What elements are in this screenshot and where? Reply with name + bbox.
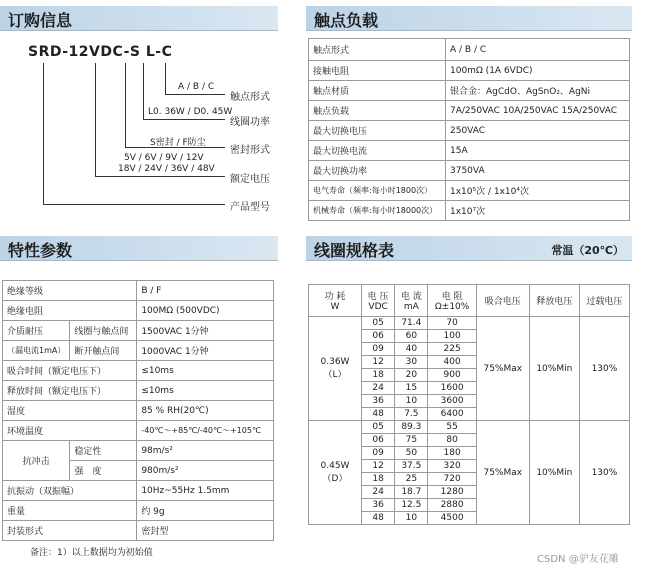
coil-cell: 1280 (428, 486, 476, 499)
table-row: 抗振动（双振幅） 10Hz~55Hz 1.5mm (3, 481, 274, 501)
table-row: 触点形式 A / B / C (309, 39, 630, 61)
opt-contact-values: A / B / C (178, 82, 215, 92)
coil-cell: 900 (428, 369, 476, 382)
coil-cell: 320 (428, 460, 476, 473)
coil-power-cell: 0.45W （D） (309, 421, 362, 525)
coil-cell: 36 (362, 499, 395, 512)
table-row: 最大切换功率 3750VA (309, 161, 630, 181)
coil-ov-cell: 130% (579, 317, 629, 421)
table-row (309, 421, 630, 434)
table-row: 释放时间（额定电压下） ≤10ms (3, 381, 274, 401)
coil-cell: 71.4 (395, 317, 428, 330)
coil-cell: 225 (428, 343, 476, 356)
coil-cell: 18 (362, 369, 395, 382)
coil-cell: 18 (362, 473, 395, 486)
table-row: 电气寿命（频率:每小时1800次） 1x10⁵次 / 1x10⁴次 (309, 181, 630, 201)
coil-cell: 2880 (428, 499, 476, 512)
coil-cell: 89.3 (395, 421, 428, 434)
opt-contact-name: 触点形式 (230, 92, 270, 103)
coil-cell: 09 (362, 447, 395, 460)
coil-cell: 7.5 (395, 408, 428, 421)
coil-cell: 40 (395, 343, 428, 356)
contact-table (308, 38, 630, 221)
coil-cell: 36 (362, 395, 395, 408)
coil-header (306, 236, 632, 261)
coil-cell: 05 (362, 317, 395, 330)
table-row: 最大切换电流 15A (309, 141, 630, 161)
coil-header-row: 功 耗 W 电 压 VDC 电 流 mA 电 阻 Ω±10% 吸合电压 释放电压 过载电压 (309, 285, 630, 317)
coil-ov-cell: 130% (579, 421, 629, 525)
coil-cell: 06 (362, 330, 395, 343)
coil-power-cell: 0.36W （L） (309, 317, 362, 421)
coil-cell: 6400 (428, 408, 476, 421)
coil-cell: 10 (395, 395, 428, 408)
table-row: 接触电阻 100mΩ (1A 6VDC) (309, 61, 630, 81)
opt-power-name: 线圈功率 (230, 117, 270, 128)
table-row (309, 317, 630, 330)
opt-voltage-name: 额定电压 (230, 174, 270, 185)
coil-cell: 3600 (428, 395, 476, 408)
table-row: 介质耐压 线圈与触点间 1500VAC 1分钟 (3, 321, 274, 341)
table-row: 吸合时间（额定电压下） ≤10ms (3, 361, 274, 381)
coil-cell: 24 (362, 382, 395, 395)
table-row: 机械寿命（频率:每小时18000次） 1x10⁷次 (309, 201, 630, 221)
table-row: 绝缘电阻 100MΩ (500VDC) (3, 301, 274, 321)
coil-cell: 720 (428, 473, 476, 486)
coil-cell: 400 (428, 356, 476, 369)
coil-cell: 20 (395, 369, 428, 382)
table-row: 湿度 85 % RH(20℃) (3, 401, 274, 421)
coil-cell: 12 (362, 356, 395, 369)
coil-cell: 09 (362, 343, 395, 356)
coil-cell: 180 (428, 447, 476, 460)
table-row: 最大切换电压 250VAC (309, 121, 630, 141)
opt-seal-name: 密封形式 (230, 145, 270, 156)
opt-model-name: 产品型号 (230, 202, 270, 213)
coil-cell: 100 (428, 330, 476, 343)
coil-rel-cell: 10%Min (529, 317, 579, 421)
coil-temp: 常温（20℃） (551, 244, 624, 257)
coil-cell: 1600 (428, 382, 476, 395)
coil-cell: 48 (362, 512, 395, 525)
coil-cell: 30 (395, 356, 428, 369)
opt-seal-values: S密封 / F防尘 (150, 138, 206, 148)
coil-cell: 70 (428, 317, 476, 330)
coil-title: 线圈规格表 (314, 241, 395, 260)
coil-cell: 60 (395, 330, 428, 343)
coil-rel-cell: 10%Min (529, 421, 579, 525)
coil-body (309, 317, 630, 525)
coil-cell: 25 (395, 473, 428, 486)
order-header (0, 6, 278, 31)
table-row: 环境温度 -40℃～+85℃/-40℃～+105℃ (3, 421, 274, 441)
coil-cell: 50 (395, 447, 428, 460)
char-table (2, 280, 274, 541)
table-row: 触点负载 7A/250VAC 10A/250VAC 15A/250VAC (309, 101, 630, 121)
contact-title: 触点负载 (314, 11, 379, 30)
coil-cell: 10 (395, 512, 428, 525)
table-row: 封装形式 密封型 (3, 521, 274, 541)
coil-cell: 48 (362, 408, 395, 421)
coil-cell: 05 (362, 421, 395, 434)
order-title: 订购信息 (8, 11, 73, 30)
coil-cell: 75 (395, 434, 428, 447)
coil-table (308, 284, 630, 525)
table-row: 绝缘等级 B / F (3, 281, 274, 301)
watermark: CSDN @驴友花雕 (537, 554, 619, 565)
coil-cell: 15 (395, 382, 428, 395)
coil-cell: 12 (362, 460, 395, 473)
opt-power-values: L0. 36W / D0. 45W (148, 107, 233, 117)
coil-cell: 24 (362, 486, 395, 499)
model-code: SRD-12VDC-S L-C (28, 44, 173, 60)
char-header (0, 236, 278, 261)
coil-cell: 80 (428, 434, 476, 447)
char-note: 备注：1）以上数据均为初始值 (30, 548, 153, 558)
table-row: 触点材质 银合金：AgCdO、AgSnO₂、AgNi (309, 81, 630, 101)
coil-cell: 55 (428, 421, 476, 434)
coil-cell: 37.5 (395, 460, 428, 473)
table-row: （漏电流1mA） 断开触点间 1000VAC 1分钟 (3, 341, 274, 361)
coil-pull-cell: 75%Max (476, 421, 529, 525)
coil-cell: 18.7 (395, 486, 428, 499)
coil-cell: 4500 (428, 512, 476, 525)
opt-voltage-values-2: 18V / 24V / 36V / 48V (118, 164, 215, 174)
table-row: 抗冲击 稳定性 98m/s² (3, 441, 274, 461)
coil-cell: 06 (362, 434, 395, 447)
opt-voltage-values-1: 5V / 6V / 9V / 12V (124, 153, 204, 163)
coil-pull-cell: 75%Max (476, 317, 529, 421)
table-row: 重量 约 9g (3, 501, 274, 521)
coil-cell: 12.5 (395, 499, 428, 512)
contact-header (306, 6, 632, 31)
table-row: 强 度 980m/s² (3, 461, 274, 481)
char-title: 特性参数 (8, 241, 73, 260)
